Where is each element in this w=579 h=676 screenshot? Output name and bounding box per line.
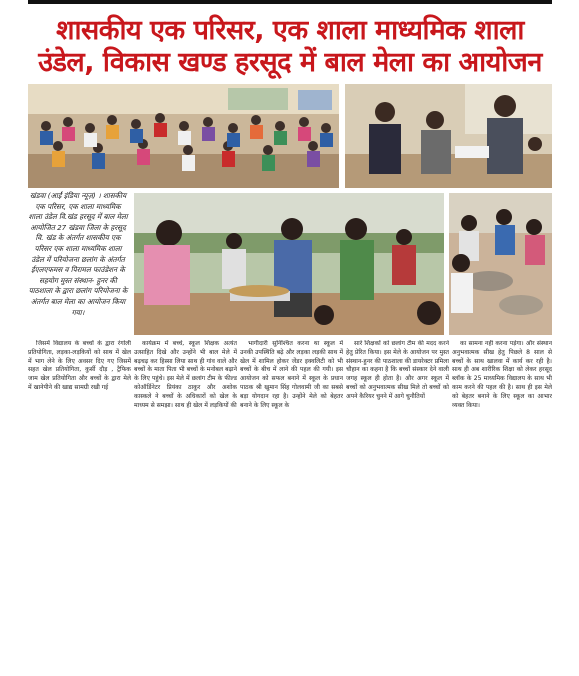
top-rule (28, 0, 552, 4)
column-5-text: का सामना नहीं करना पड़ेगा। और संस्थान अनुभवात्मक सीख हेतु पिछले 8 साल से बच्चों के साथ खालवा में कार्य कर रही है। साथ ही अब शारीरिक शिक्षा को लेकर हरसूद ब्लॉक के 25 माध्यमिक विद्यालय के साथ भी काम करने की पहल की है। साथ ही इस मेले को बेहतर बनाने के लिए स्कूल का आभार व्यक्त किया। (452, 340, 552, 409)
photo-adults-at-table (345, 84, 552, 188)
photo-children-seated (28, 84, 339, 188)
headline-line-1: शासकीय एक परिसर, एक शाला माध्यमिक शाला (56, 15, 524, 46)
article-column-4 (346, 340, 449, 428)
article-column-1 (28, 340, 131, 428)
column-3-text: भागीदारी सुनिश्चित करना था स्कूल में उनकी उपस्थिति बढ़े और लड़का लड़की साथ में खेल में शामिल होकर जेंडर इक्वलिटी को भी बच्चों के बीच में लाने की पहल की गयी। इस आयोजन को सफल बनाने में स्कूल के प्रधान पाठक श्री खुमान सिंह गोलवामी जी का सबसे बड़ा योगदान रहा है। उन्होंने मेले को बेहतर बनाने के लिए स्कूल के (240, 340, 343, 409)
photo-caption-lead: खंडवा (आईं इंडिया न्यूज़) । शासकीय एक परिसर, एक शाला माध्यमिक शाला उंडेल वि.खंड हरसूद में बाल मेला आयोजित 27 खंडवा जिला के हरसूद वि. खंड के अंतर्गत शासकीय एक परिसर एक शाला माध्यमिक शाला उंडेल में परियोजना छलांग के अंतर्गत ईएलएफमस व पिरामल फाउंडेशन के सहयोग मुस्त संस्थान- हुनर की पाठशाला के द्वारा छलांग परियोजना के अंतर्गत बाल मेला का आयोजन किया गया। (28, 191, 128, 317)
headline-line-2: उंडेल, विकास खण्ड हरसूद में बाल मेला का आयोजन (38, 47, 542, 78)
photo-food-stall (134, 193, 444, 335)
article-column-3 (240, 340, 343, 428)
column-1-text: जिसमें विद्यालय के बच्चों के द्वारा रंगोली प्रतियोगिता, लड़का-लड़कियों को साथ में खेल में भाग लेने के लिए अवसर दिए गए जिसमें सहत खेल प्रतियोगिता, कुर्सी दौड़ , ट्रैफिक जाम खेल प्रतियोगिता और बच्चों के द्वारा मेले में खानेपीने की खाद्य सामग्री रखी गई (28, 340, 131, 391)
column-4-text: सारे शिक्षकों को छलांग टीम की मदद करने हेतु प्रेरित किया। इस मेले के आयोजन पर मुस्त संस्थान-हुनर की पाठशाला की डायरेक्टर प्रमिला चौहान का कहना है कि बच्चों संस्कार देने वाली जगह स्कूल ही होता है। और अगर स्कूल में बच्चों को अनुभवात्मक सीख मिले तो बच्चों को अपने कैरियर चुनने में आगे चुनौतियों (346, 340, 449, 400)
article-column-2 (134, 340, 237, 428)
photo-children-plates (449, 193, 552, 335)
article-column-5 (452, 340, 552, 428)
column-2-text: कार्यक्रम में बच्चे, स्कूल शिक्षक अत्यंत उत्साहित दिखे और उन्होंने भी बाल मेले में बढ़चढ़ कर हिस्सा लिया साथ ही गांव वाले और बच्चों के माता पिता भी बच्चों के मनोबल बढ़ाने के लिए पहुंचे। इस मेले में छलांग टीम के फील्ड कोऑर्डिनेटर प्रियंका ठाकुर और अशोक कास्कले ने बच्चों के अधिकारों को खेल के माध्यम से समझा। साथ ही खेल में लड़कियों की (134, 340, 237, 409)
